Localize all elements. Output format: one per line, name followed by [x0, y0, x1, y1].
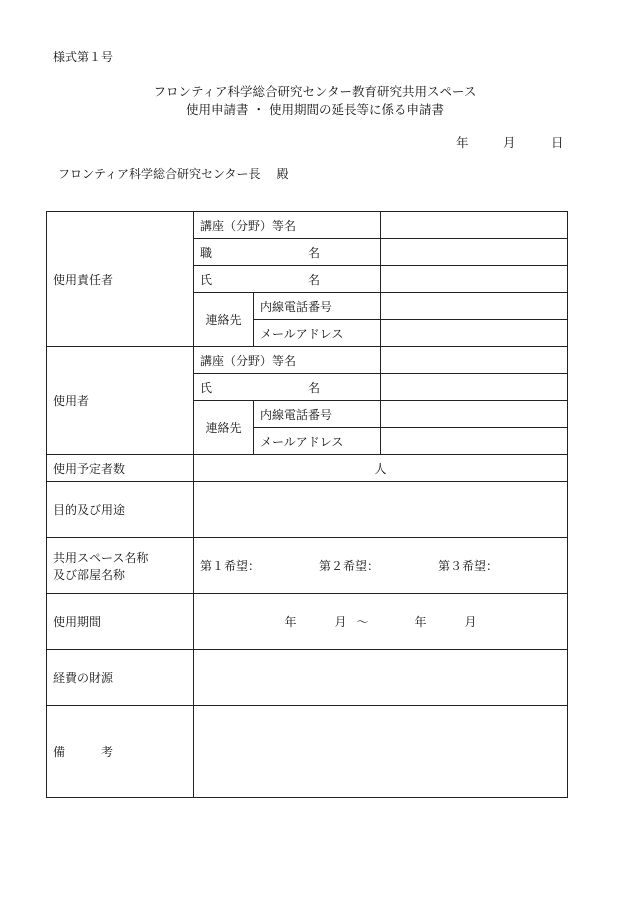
responsible-ext-phone-label: 内線電話番号	[254, 293, 381, 320]
date-year-label: 年	[456, 135, 469, 150]
responsible-position-label	[194, 239, 381, 266]
remarks-char1: 備	[53, 745, 66, 759]
period-year2: 年	[414, 615, 427, 629]
responsible-name-label	[194, 266, 381, 293]
space-label-line2: 及び部屋名称	[53, 567, 126, 582]
remarks-field[interactable]	[194, 706, 568, 798]
responsible-name-field[interactable]	[381, 266, 568, 293]
addressee-name: フロンティア科学総合研究センター長	[58, 167, 261, 181]
space-choice2-label: 第２希望：	[319, 559, 380, 573]
user-email-field[interactable]	[381, 428, 568, 455]
responsible-position-field[interactable]	[381, 239, 568, 266]
period-label: 使用期間	[47, 594, 194, 650]
responsible-dept-field[interactable]	[381, 212, 568, 239]
name-char1: 氏	[200, 272, 213, 287]
addressee-honorific: 殿	[276, 167, 289, 181]
responsible-email-field[interactable]	[381, 320, 568, 347]
planned-users-field[interactable]	[194, 455, 568, 482]
form-title-line2: 使用申請書 ・ 使用期間の延長等に係る申請書	[186, 102, 444, 117]
date-day-label: 日	[551, 135, 564, 150]
user-ext-phone-label: 内線電話番号	[254, 401, 381, 428]
period-field[interactable]	[194, 594, 568, 650]
period-month1: 月	[334, 615, 347, 629]
remarks-label	[47, 706, 194, 798]
user-email-label: メールアドレス	[254, 428, 381, 455]
application-form-table	[46, 211, 568, 798]
user-contact-label: 連絡先	[194, 401, 254, 455]
user-name-char1: 氏	[200, 380, 213, 395]
purpose-label: 目的及び用途	[47, 482, 194, 538]
space-choice1-label: 第１希望：	[200, 559, 261, 573]
form-number: 様式第１号	[53, 50, 114, 64]
responsible-label: 使用責任者	[47, 212, 194, 347]
period-month2: 月	[464, 615, 477, 629]
period-year1: 年	[284, 615, 297, 629]
space-choice-field[interactable]	[194, 538, 568, 594]
space-label-line1: 共用スペース名称	[53, 550, 149, 565]
responsible-email-label: メールアドレス	[254, 320, 381, 347]
position-char2: 名	[308, 245, 321, 260]
responsible-dept-label: 講座（分野）等名	[194, 212, 381, 239]
space-choice3-label: 第３希望：	[438, 559, 499, 573]
purpose-field[interactable]	[194, 482, 568, 538]
user-dept-field[interactable]	[381, 347, 568, 374]
addressee	[58, 165, 289, 182]
space-label	[47, 538, 194, 594]
form-title-line1: フロンティア科学総合研究センター教育研究共用スペース	[153, 84, 477, 99]
user-dept-label: 講座（分野）等名	[194, 347, 381, 374]
planned-users-label: 使用予定者数	[47, 455, 194, 482]
user-label: 使用者	[47, 347, 194, 455]
user-name-field[interactable]	[381, 374, 568, 401]
responsible-contact-label: 連絡先	[194, 293, 254, 347]
remarks-char2: 考	[100, 745, 113, 759]
responsible-ext-phone-field[interactable]	[381, 293, 568, 320]
period-tilde: ～	[356, 615, 369, 629]
planned-users-unit: 人	[374, 461, 387, 476]
user-name-char2: 名	[308, 380, 321, 395]
funding-label: 経費の財源	[47, 650, 194, 706]
name-char2: 名	[308, 272, 321, 287]
user-ext-phone-field[interactable]	[381, 401, 568, 428]
position-char1: 職	[200, 245, 213, 260]
funding-field[interactable]	[194, 650, 568, 706]
date-month-label: 月	[503, 135, 516, 150]
user-name-label	[194, 374, 381, 401]
